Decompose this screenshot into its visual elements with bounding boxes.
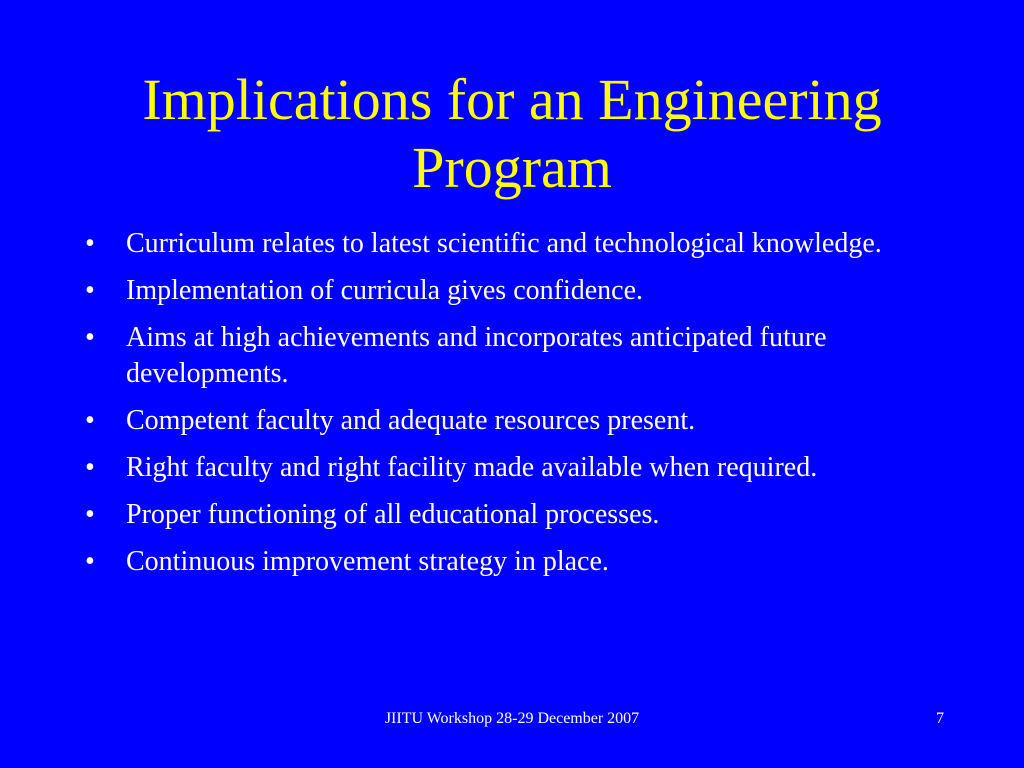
bullet-item: [85, 450, 925, 486]
bullet-text: Curriculum relates to latest scientific and technological knowledge.: [126, 228, 882, 259]
bullet-dot-icon: •: [85, 452, 95, 483]
bullet-dot-icon: •: [85, 322, 95, 353]
bullet-text: Aims at high achievements and incorporates anticipated future developments.: [126, 322, 827, 389]
slide-title: Implications for an Engineering Program: [142, 67, 882, 200]
bullet-text: Continuous improvement strategy in place.: [126, 546, 609, 577]
bullet-dot-icon: •: [85, 546, 95, 577]
bullet-item: [85, 273, 925, 309]
bullet-dot-icon: •: [85, 275, 95, 306]
bullet-list: [85, 226, 925, 591]
page-number: 7: [936, 710, 944, 727]
bullet-item: [85, 226, 925, 262]
bullet-dot-icon: •: [85, 405, 95, 436]
bullet-dot-icon: •: [85, 499, 95, 530]
bullet-text: Competent faculty and adequate resources present.: [126, 405, 696, 436]
bullet-item: [85, 544, 925, 580]
bullet-item: [85, 403, 925, 439]
footer-workshop-text: JIITU Workshop 28-29 December 2007: [384, 710, 640, 727]
bullet-text: Right faculty and right facility made available when required.: [126, 452, 818, 483]
bullet-item: [85, 497, 925, 533]
bullet-text: Implementation of curricula gives confidence.: [126, 275, 644, 306]
bullet-dot-icon: •: [85, 228, 95, 259]
bullet-item: [85, 320, 925, 392]
bullet-text: Proper functioning of all educational processes.: [126, 499, 660, 530]
